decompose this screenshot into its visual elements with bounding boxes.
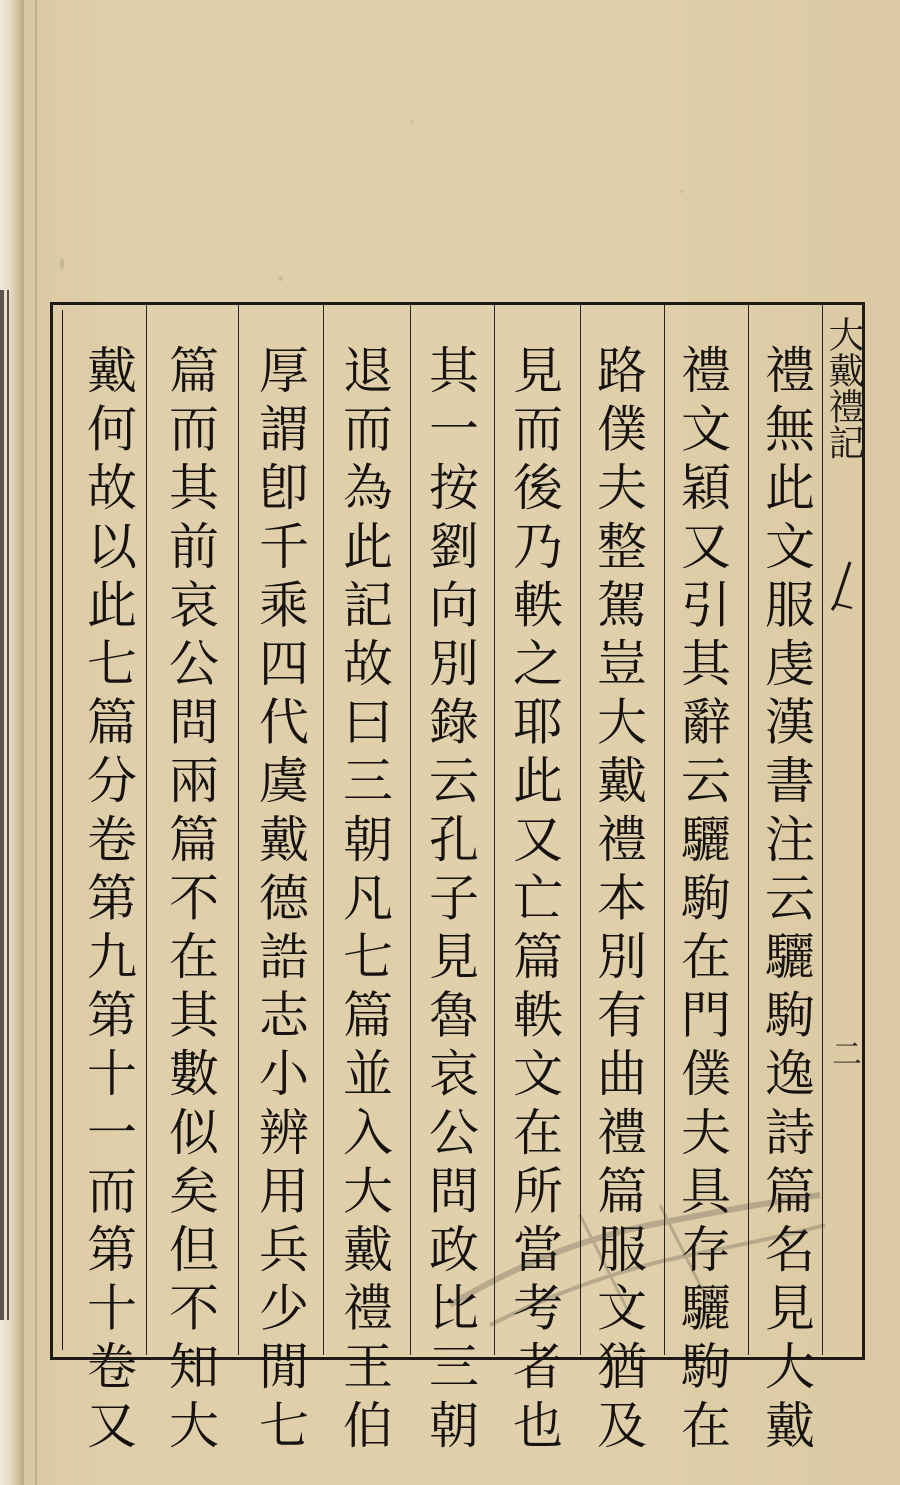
column-rule	[146, 305, 147, 1355]
paper-fleck	[410, 120, 413, 123]
text-column-9: 戴何故以此七篇分卷第九第十一而第十卷又	[79, 344, 137, 1458]
fishtail-mark	[830, 560, 854, 612]
banxin-strip	[822, 305, 864, 1357]
text-column-5: 其一按劉向別錄云孔子見魯哀公問政比三朝	[421, 344, 479, 1458]
text-column-4: 見而後乃軼之耶此又亡篇軼文在所當考者也	[505, 344, 563, 1458]
page-fold-line	[35, 0, 37, 1485]
left-border-fragment	[0, 290, 4, 1320]
column-rule	[238, 305, 239, 1355]
left-border-fragment	[7, 290, 9, 1320]
frame-inner-rule	[62, 310, 69, 1350]
column-rule	[323, 305, 324, 1355]
paper-fleck	[278, 276, 283, 281]
text-column-6: 退而為此記故曰三朝凡七篇並入大戴禮王伯	[335, 344, 393, 1458]
column-rule	[494, 305, 495, 1355]
text-column-3: 路僕夫整駕豈大戴禮本別有曲禮篇服文猶及	[589, 344, 647, 1458]
text-column-1: 禮無此文服虔漢書注云驪駒逸詩篇名見大戴	[757, 344, 815, 1458]
text-column-7: 厚謂卽千乘四代虞戴德誥志小辨用兵少閒七	[251, 344, 309, 1458]
page-number: 二	[826, 1038, 861, 1068]
text-column-8: 篇而其前哀公問兩篇不在其數似矣但不知大	[161, 344, 219, 1458]
paper-fleck	[680, 190, 683, 193]
column-rule	[410, 305, 411, 1355]
text-column-2: 禮文穎又引其辭云驪駒在門僕夫具存驪駒在	[673, 344, 731, 1458]
paper-fleck	[60, 258, 64, 270]
banxin-title: 大戴禮記	[823, 316, 864, 460]
